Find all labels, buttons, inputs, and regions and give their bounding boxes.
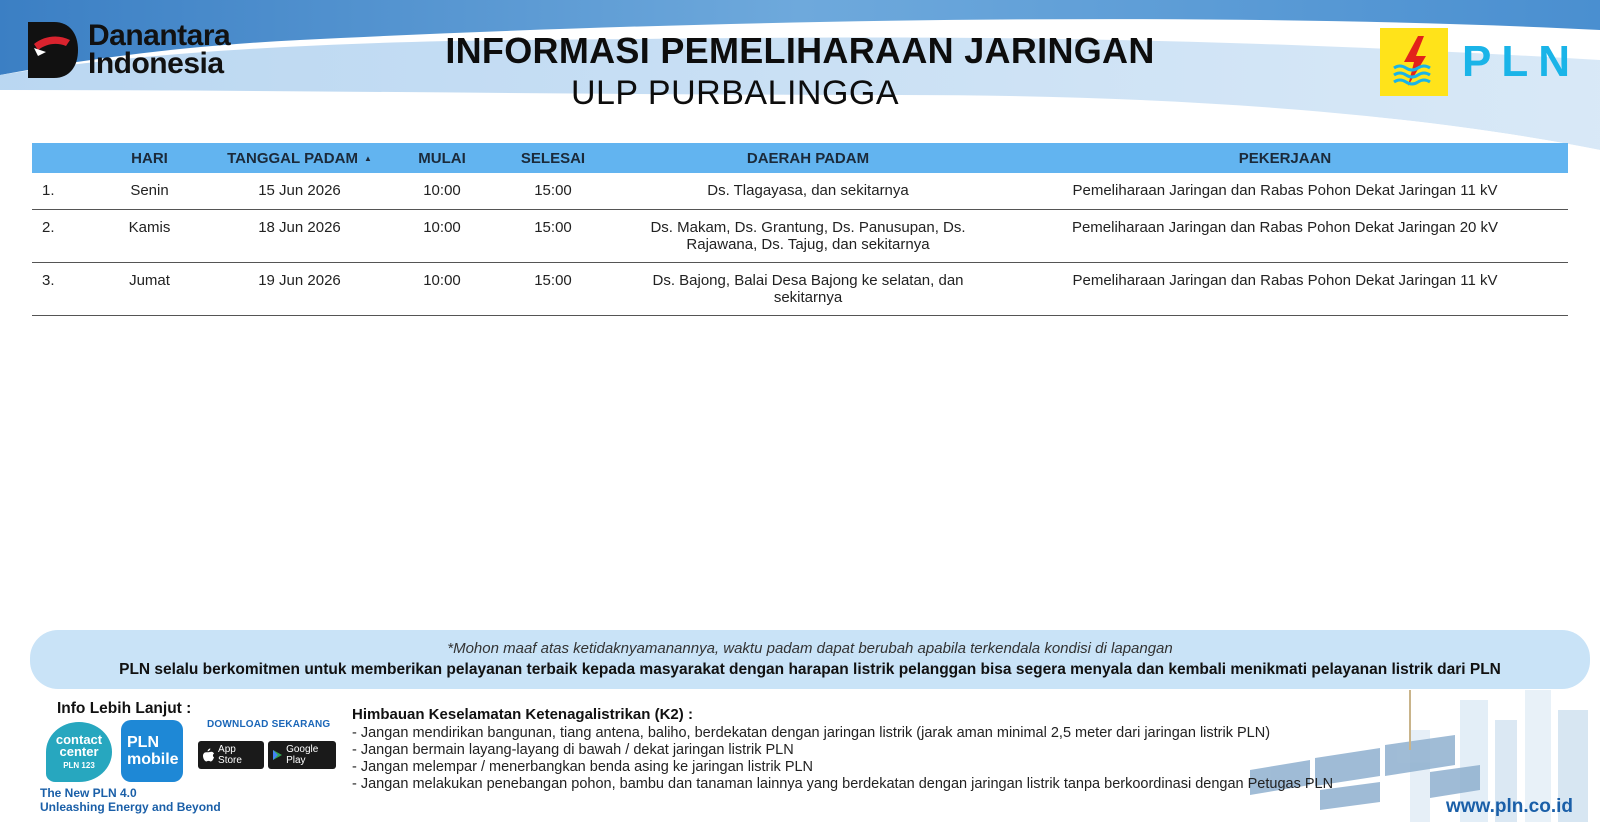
- pln-mobile-line2: mobile: [127, 751, 179, 768]
- pln-tagline: [40, 786, 221, 814]
- cell-pekerjaan: Pemeliharaan Jaringan dan Rabas Pohon Dekat Jaringan 20 kV: [1071, 218, 1499, 236]
- maintenance-table: [32, 143, 1568, 316]
- cell-daerah: [614, 173, 1002, 209]
- cell-selesai: 15:00: [534, 182, 572, 199]
- cell-tanggal: 18 Jun 2026: [258, 218, 341, 236]
- cell-no: 3.: [42, 271, 55, 289]
- k2-item: - Jangan melakukan penebangan pohon, bambu dan tanaman lainnya yang berdekatan dengan jaringan listrik tanpa berkoordinasi dengan Petugas PLN: [352, 776, 1334, 792]
- contact-center-badge[interactable]: [46, 722, 112, 782]
- table-header-row: [32, 143, 1568, 173]
- k2-item: - Jangan melempar / menerbangkan benda asing ke jaringan listrik PLN: [352, 759, 814, 775]
- cell-daerah: [614, 209, 1002, 262]
- cell-pekerjaan: Pemeliharaan Jaringan dan Rabas Pohon Dekat Jaringan 11 kV: [1072, 271, 1498, 289]
- cell-selesai: 15:00: [534, 271, 572, 289]
- app-store-button[interactable]: [198, 741, 264, 769]
- table-row: [32, 173, 1568, 209]
- google-play-icon: [273, 749, 282, 761]
- cell-hari: Senin: [130, 182, 169, 199]
- cell-daerah-line2: sekitarnya: [773, 288, 843, 306]
- download-title: DOWNLOAD SEKARANG: [207, 719, 331, 730]
- cell-selesai: 15:00: [534, 218, 572, 236]
- page-title-block: [0, 30, 1600, 113]
- col-header-pekerjaan[interactable]: PEKERJAAN: [1238, 149, 1332, 167]
- tagline-line1: The New PLN 4.0: [40, 786, 137, 800]
- page-subtitle: ULP PURBALINGGA: [570, 74, 900, 112]
- pln-logo: [1380, 28, 1580, 96]
- cell-daerah-line2: Rajawana, Ds. Tajug, dan sekitarnya: [686, 235, 930, 253]
- contact-center-line3: PLN 123: [63, 761, 95, 770]
- cell-tanggal: 15 Jun 2026: [258, 182, 341, 199]
- notice-banner: [30, 630, 1590, 689]
- col-header-tanggal-label: TANGGAL PADAM: [227, 149, 358, 167]
- pln-bolt-icon: [1380, 28, 1448, 96]
- contact-center-line1: contact: [55, 732, 103, 747]
- google-play-label: Google Play: [286, 744, 319, 766]
- cell-daerah: [614, 262, 1002, 315]
- table-row: [32, 209, 1568, 262]
- danantara-word-2: Indonesia: [88, 47, 224, 80]
- col-header-hari[interactable]: HARI: [131, 149, 168, 167]
- col-header-tanggal[interactable]: [207, 143, 392, 173]
- tagline-line2: Unleashing Energy and Beyond: [40, 800, 221, 814]
- page-title: INFORMASI PEMELIHARAAN JARINGAN: [445, 30, 1155, 71]
- danantara-word-1: Danantara: [88, 19, 231, 52]
- cell-mulai: 10:00: [423, 182, 461, 199]
- cell-daerah-line1: Ds. Tlagayasa, dan sekitarnya: [707, 182, 909, 199]
- col-header-no: [32, 143, 92, 173]
- cell-no: 1.: [42, 182, 55, 199]
- cell-hari: Kamis: [128, 218, 171, 236]
- notice-disclaimer: *Mohon maaf atas ketidaknyamanannya, waktu padam dapat berubah apabila terkendala kondisi di lapangan: [447, 640, 1173, 657]
- pln-wordmark: PLN: [1462, 37, 1580, 86]
- cell-mulai: 10:00: [423, 218, 461, 236]
- col-header-selesai[interactable]: SELESAI: [520, 149, 586, 167]
- notice-commitment: PLN selalu berkomitmen untuk memberikan pelayanan terbaik kepada masyarakat dengan harapan listrik pelanggan bisa segera menyala dan kembali menikmati pelayanan listrik dari PLN: [119, 661, 1501, 678]
- col-header-mulai[interactable]: MULAI: [418, 149, 466, 167]
- sort-ascending-icon[interactable]: ▲: [363, 154, 372, 164]
- cell-mulai: 10:00: [423, 271, 461, 289]
- k2-item: - Jangan bermain layang-layang di bawah / dekat jaringan listrik PLN: [352, 742, 794, 758]
- contact-center-line2: center: [59, 744, 99, 759]
- website-link[interactable]: www.pln.co.id: [1446, 796, 1574, 817]
- apple-icon: [203, 748, 214, 762]
- k2-item: - Jangan mendirikan bangunan, tiang antena, baliho, berdekatan dengan jaringan listrik (jarak aman minimal 2,5 meter dari jaringan listrik PLN): [352, 725, 1271, 741]
- k2-safety-block: [352, 706, 1333, 793]
- pln-mobile-line1: PLN: [127, 734, 159, 751]
- cell-tanggal: 19 Jun 2026: [258, 271, 341, 289]
- cell-daerah-line1: Ds. Makam, Ds. Grantung, Ds. Panusupan, Ds.: [650, 218, 966, 236]
- cell-pekerjaan: Pemeliharaan Jaringan dan Rabas Pohon Dekat Jaringan 11 kV: [1072, 182, 1498, 199]
- cell-daerah-line1: Ds. Bajong, Balai Desa Bajong ke selatan, dan: [652, 271, 964, 289]
- k2-title: Himbauan Keselamatan Ketenagalistrikan (K2) :: [352, 706, 693, 723]
- google-play-button[interactable]: [268, 741, 336, 769]
- info-title: Info Lebih Lanjut :: [57, 700, 192, 717]
- cell-hari: Jumat: [129, 271, 170, 289]
- table-row: [32, 262, 1568, 315]
- pln-mobile-badge[interactable]: [121, 720, 183, 782]
- app-store-label: App Store: [218, 744, 242, 766]
- col-header-daerah[interactable]: DAERAH PADAM: [746, 149, 870, 167]
- cell-no: 2.: [42, 218, 55, 236]
